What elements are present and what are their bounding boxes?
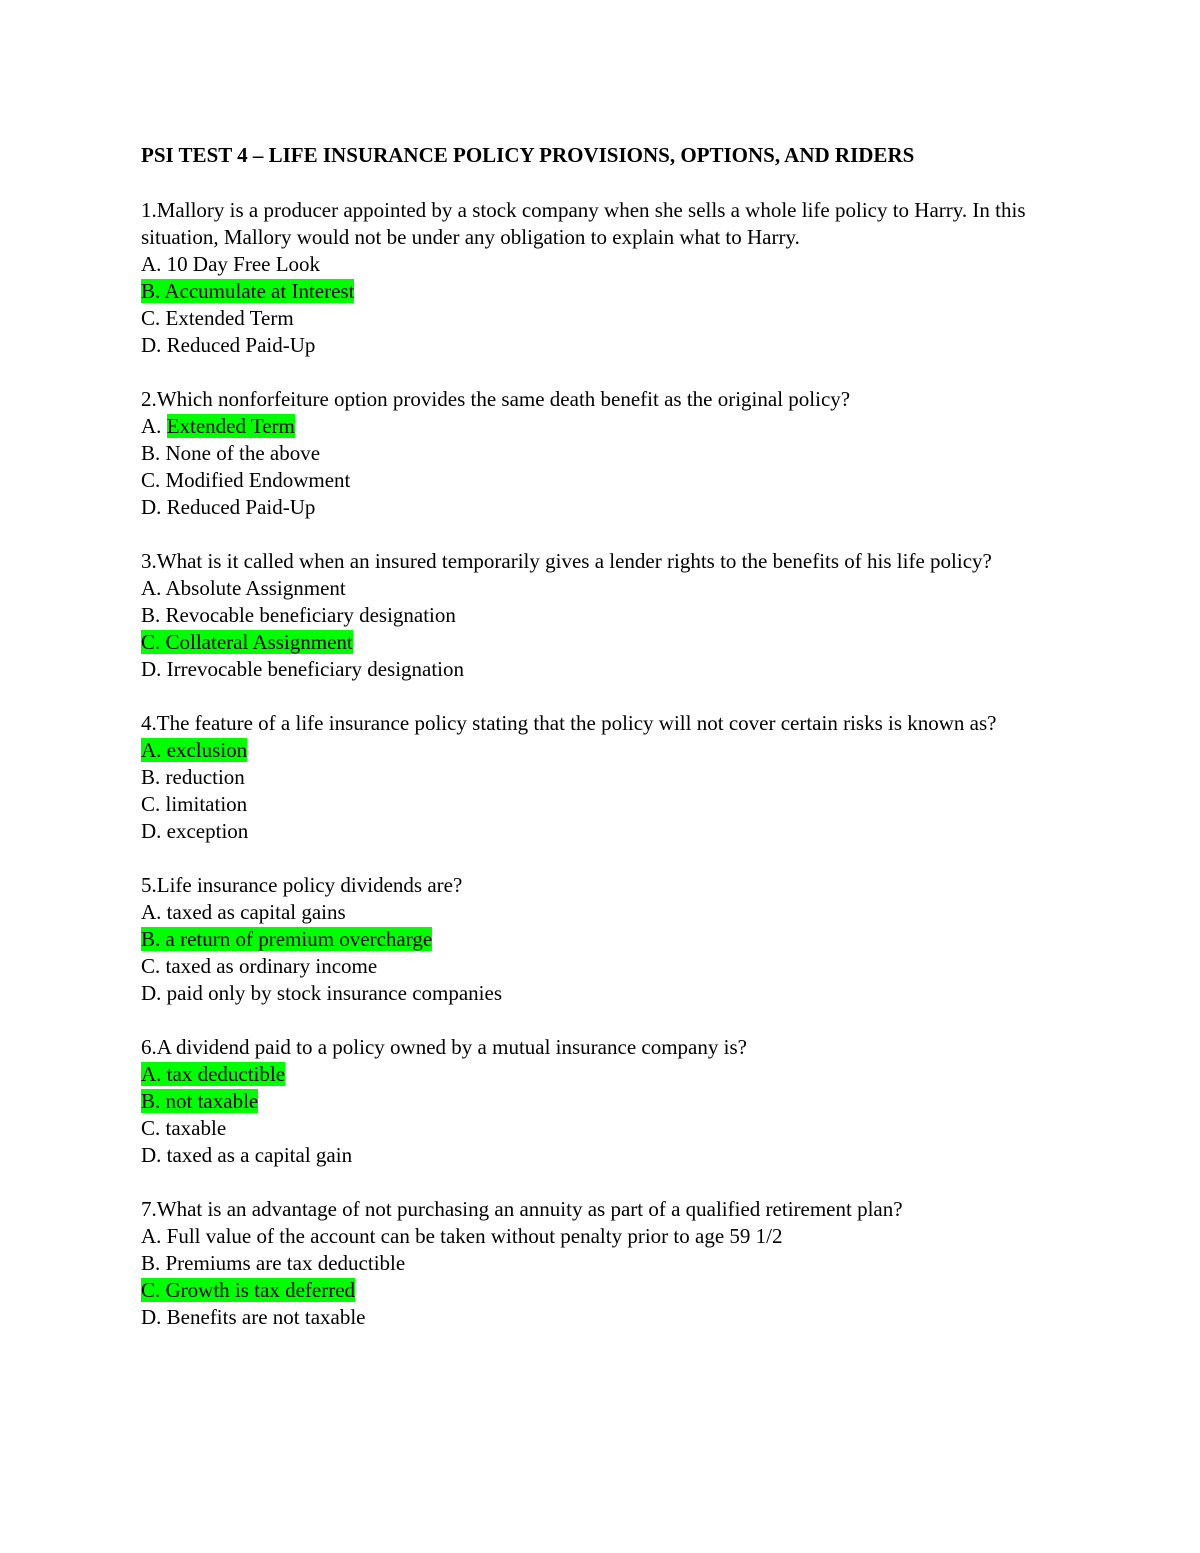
answer-option-text: D. Reduced Paid-Up [141,333,316,357]
answer-option [141,1223,1041,1250]
question-text: 2.Which nonforfeiture option provides the same death benefit as the original policy? [141,387,851,411]
answer-option [141,818,1041,845]
answer-option [141,332,1041,359]
answer-option [141,899,1041,926]
question-text: 5.Life insurance policy dividends are? [141,873,463,897]
answer-option [141,1088,1041,1115]
answer-option [141,413,1041,440]
answer-option-text: D. paid only by stock insurance companies [141,981,502,1005]
answer-option-text: B. reduction [141,765,245,789]
answer-option [141,764,1041,791]
answer-option-text: C. Modified Endowment [141,468,351,492]
answer-option [141,1115,1041,1142]
highlighted-answer: B. Accumulate at Interest [141,279,355,303]
answer-option [141,1142,1041,1169]
answer-option [141,1061,1041,1088]
question-2 [141,386,1041,521]
answer-option [141,1277,1041,1304]
answer-option-text: B. Revocable beneficiary designation [141,603,456,627]
answer-option [141,1250,1041,1277]
answer-option [141,278,1041,305]
question-text: 6.A dividend paid to a policy owned by a mutual insurance company is? [141,1035,747,1059]
answer-option-text: D. taxed as a capital gain [141,1143,353,1167]
answer-option [141,926,1041,953]
answer-option-text: A. taxed as capital gains [141,900,346,924]
answer-option-text: A. Full value of the account can be taken without penalty prior to age 59 1/2 [141,1224,783,1248]
answer-option-text: C. limitation [141,792,248,816]
document-title: PSI TEST 4 – LIFE INSURANCE POLICY PROVISIONS, OPTIONS, AND RIDERS [141,143,915,167]
answer-option [141,791,1041,818]
highlighted-answer: B. a return of premium overcharge [141,927,433,951]
question-text: 4.The feature of a life insurance policy stating that the policy will not cover certain risks is known as? [141,711,997,735]
question-4 [141,710,1041,845]
answer-option [141,440,1041,467]
answer-option [141,656,1041,683]
question-list [141,197,1041,1331]
document-page [141,142,1041,1358]
question-5 [141,872,1041,1007]
question-text: 3.What is it called when an insured temporarily gives a lender rights to the benefits of his life policy? [141,549,992,573]
question-6 [141,1034,1041,1169]
question-1 [141,197,1041,359]
answer-option-text: A. Absolute Assignment [141,576,346,600]
answer-option-text: D. exception [141,819,249,843]
question-7 [141,1196,1041,1331]
answer-option-text: A. 10 Day Free Look [141,252,321,276]
answer-option [141,1304,1041,1331]
highlighted-answer: C. Growth is tax deferred [141,1278,356,1302]
question-text: 7.What is an advantage of not purchasing an annuity as part of a qualified retirement plan? [141,1197,903,1221]
answer-option [141,305,1041,332]
answer-option-text: C. taxable [141,1116,227,1140]
answer-option-text: D. Reduced Paid-Up [141,495,316,519]
answer-option [141,575,1041,602]
answer-option-text: D. Irrevocable beneficiary designation [141,657,465,681]
question-text: 1.Mallory is a producer appointed by a stock company when she sells a whole life policy to Harry. In this situation, Mallory would not be under any obligation to explain what to Harry. [141,198,1026,249]
answer-option-letter: A. [141,414,167,438]
highlighted-answer: A. tax deductible [141,1062,286,1086]
answer-option-text: B. Premiums are tax deductible [141,1251,406,1275]
answer-option [141,602,1041,629]
highlighted-answer: A. exclusion [141,738,248,762]
answer-option [141,494,1041,521]
highlighted-answer: C. Collateral Assignment [141,630,353,654]
answer-option-text: D. Benefits are not taxable [141,1305,366,1329]
answer-option-text: B. None of the above [141,441,321,465]
highlighted-answer: B. not taxable [141,1089,259,1113]
answer-option [141,629,1041,656]
answer-option-text: C. Extended Term [141,306,294,330]
answer-option [141,953,1041,980]
answer-option [141,980,1041,1007]
question-3 [141,548,1041,683]
highlighted-answer: Extended Term [166,414,295,438]
answer-option [141,467,1041,494]
answer-option-text: C. taxed as ordinary income [141,954,378,978]
answer-option [141,251,1041,278]
answer-option [141,737,1041,764]
